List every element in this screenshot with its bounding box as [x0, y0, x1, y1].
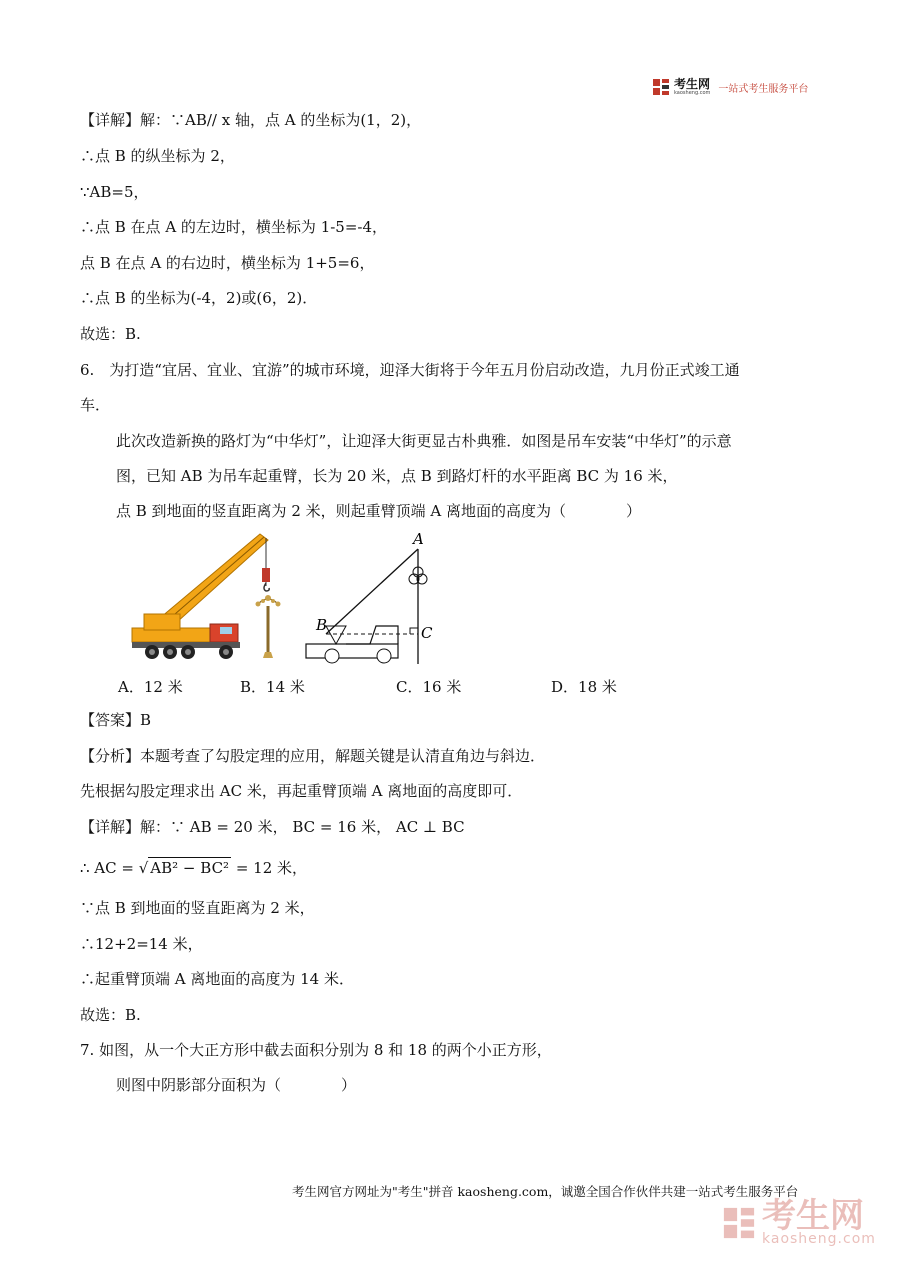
q6-analysis-2: 先根据勾股定理求出 AC 米，再起重臂顶端 A 离地面的高度即可． [80, 782, 523, 800]
q6-stem-line-3: 此次改造新换的路灯为“中华灯”，让迎泽大街更显古朴典雅．如图是吊车安装“中华灯”的示意 [116, 432, 732, 450]
q6-detail-2-radicand: AB² − BC² [150, 859, 230, 877]
q6-detail-3: ∵点 B 到地面的竖直距离为 2 米， [80, 899, 315, 917]
q6-detail-2-prefix: ∴ AC = [80, 859, 139, 877]
header-logo [652, 76, 808, 98]
q7-stem-line-2: 则图中阴影部分面积为（ ） [116, 1076, 357, 1094]
q6-detail-5: ∴起重臂顶端 A 离地面的高度为 14 米． [80, 970, 354, 988]
q6-answer: 【答案】B [80, 711, 152, 729]
option-d: D．18 米 [551, 678, 617, 696]
header-slogan: 一站式考生服务平台 [718, 83, 809, 95]
q6-detail-2-suffix: = 12 米， [231, 859, 308, 877]
logo-name: 考生网 [674, 76, 711, 91]
option-a: A．12 米 [118, 678, 183, 696]
prev-detail-line-6: ∴点 B 的坐标为(-4，2)或(6，2)． [80, 289, 318, 307]
geometry-diagram [300, 530, 435, 665]
prev-detail-line-1: 【详解】解：∵AB// x 轴，点 A 的坐标为(1，2)， [80, 111, 422, 129]
q6-stem-line-5: 点 B 到地面的竖直距离为 2 米，则起重臂顶端 A 离地面的高度为（ ） [116, 502, 642, 520]
kaosheng-logo-icon [652, 78, 670, 96]
prev-detail-line-3: ∵AB=5， [80, 183, 149, 201]
watermark-domain: kaosheng.com [762, 1231, 876, 1247]
footer-watermark [722, 1196, 876, 1247]
label-b: B [316, 616, 328, 634]
q6-detail-4: ∴12+2=14 米， [80, 935, 203, 953]
label-c: C [421, 624, 433, 642]
q6-stem-line-2: 车． [80, 396, 111, 414]
q6-stem-line-1: 6. 为打造“宜居、宜业、宜游”的城市环境，迎泽大街将于今年五月份启动改造，九月份正式竣工通 [80, 361, 740, 379]
q6-detail-1: 【详解】解：∵ AB = 20 米， BC = 16 米， AC ⊥ BC [80, 818, 465, 836]
prev-detail-line-4: ∴点 B 在点 A 的左边时，横坐标为 1-5=-4， [80, 218, 388, 236]
label-a: A [413, 530, 424, 548]
option-c: C．16 米 [396, 678, 462, 696]
prev-detail-line-2: ∴点 B 的纵坐标为 2， [80, 147, 235, 165]
q6-detail-2: ∴ AC = √ AB² − BC² = 12 米， [80, 859, 308, 877]
prev-detail-line-5: 点 B 在点 A 的右边时，横坐标为 1+5=6， [80, 254, 375, 272]
watermark-logo-icon [722, 1206, 756, 1240]
option-b: B．14 米 [240, 678, 305, 696]
q6-choice: 故选：B. [80, 1006, 141, 1024]
footer-text: 考生网官方网址为"考生"拼音 kaosheng.com，诚邀全国合作伙伴共建一站式考生服务平台 [292, 1184, 799, 1199]
crane-truck-illustration [124, 528, 286, 666]
q7-stem-line-1: 7. 如图，从一个大正方形中截去面积分别为 8 和 18 的两个小正方形， [80, 1041, 552, 1059]
watermark-text: 考生网 [762, 1196, 864, 1236]
logo-domain: kaosheng.com [674, 89, 711, 96]
prev-choice: 故选：B. [80, 325, 141, 343]
q6-stem-line-4: 图，已知 AB 为吊车起重臂，长为 20 米，点 B 到路灯杆的水平距离 BC 为 16 米， [116, 467, 678, 485]
q6-analysis-1: 【分析】本题考查了勾股定理的应用，解题关键是认清直角边与斜边． [80, 747, 546, 765]
